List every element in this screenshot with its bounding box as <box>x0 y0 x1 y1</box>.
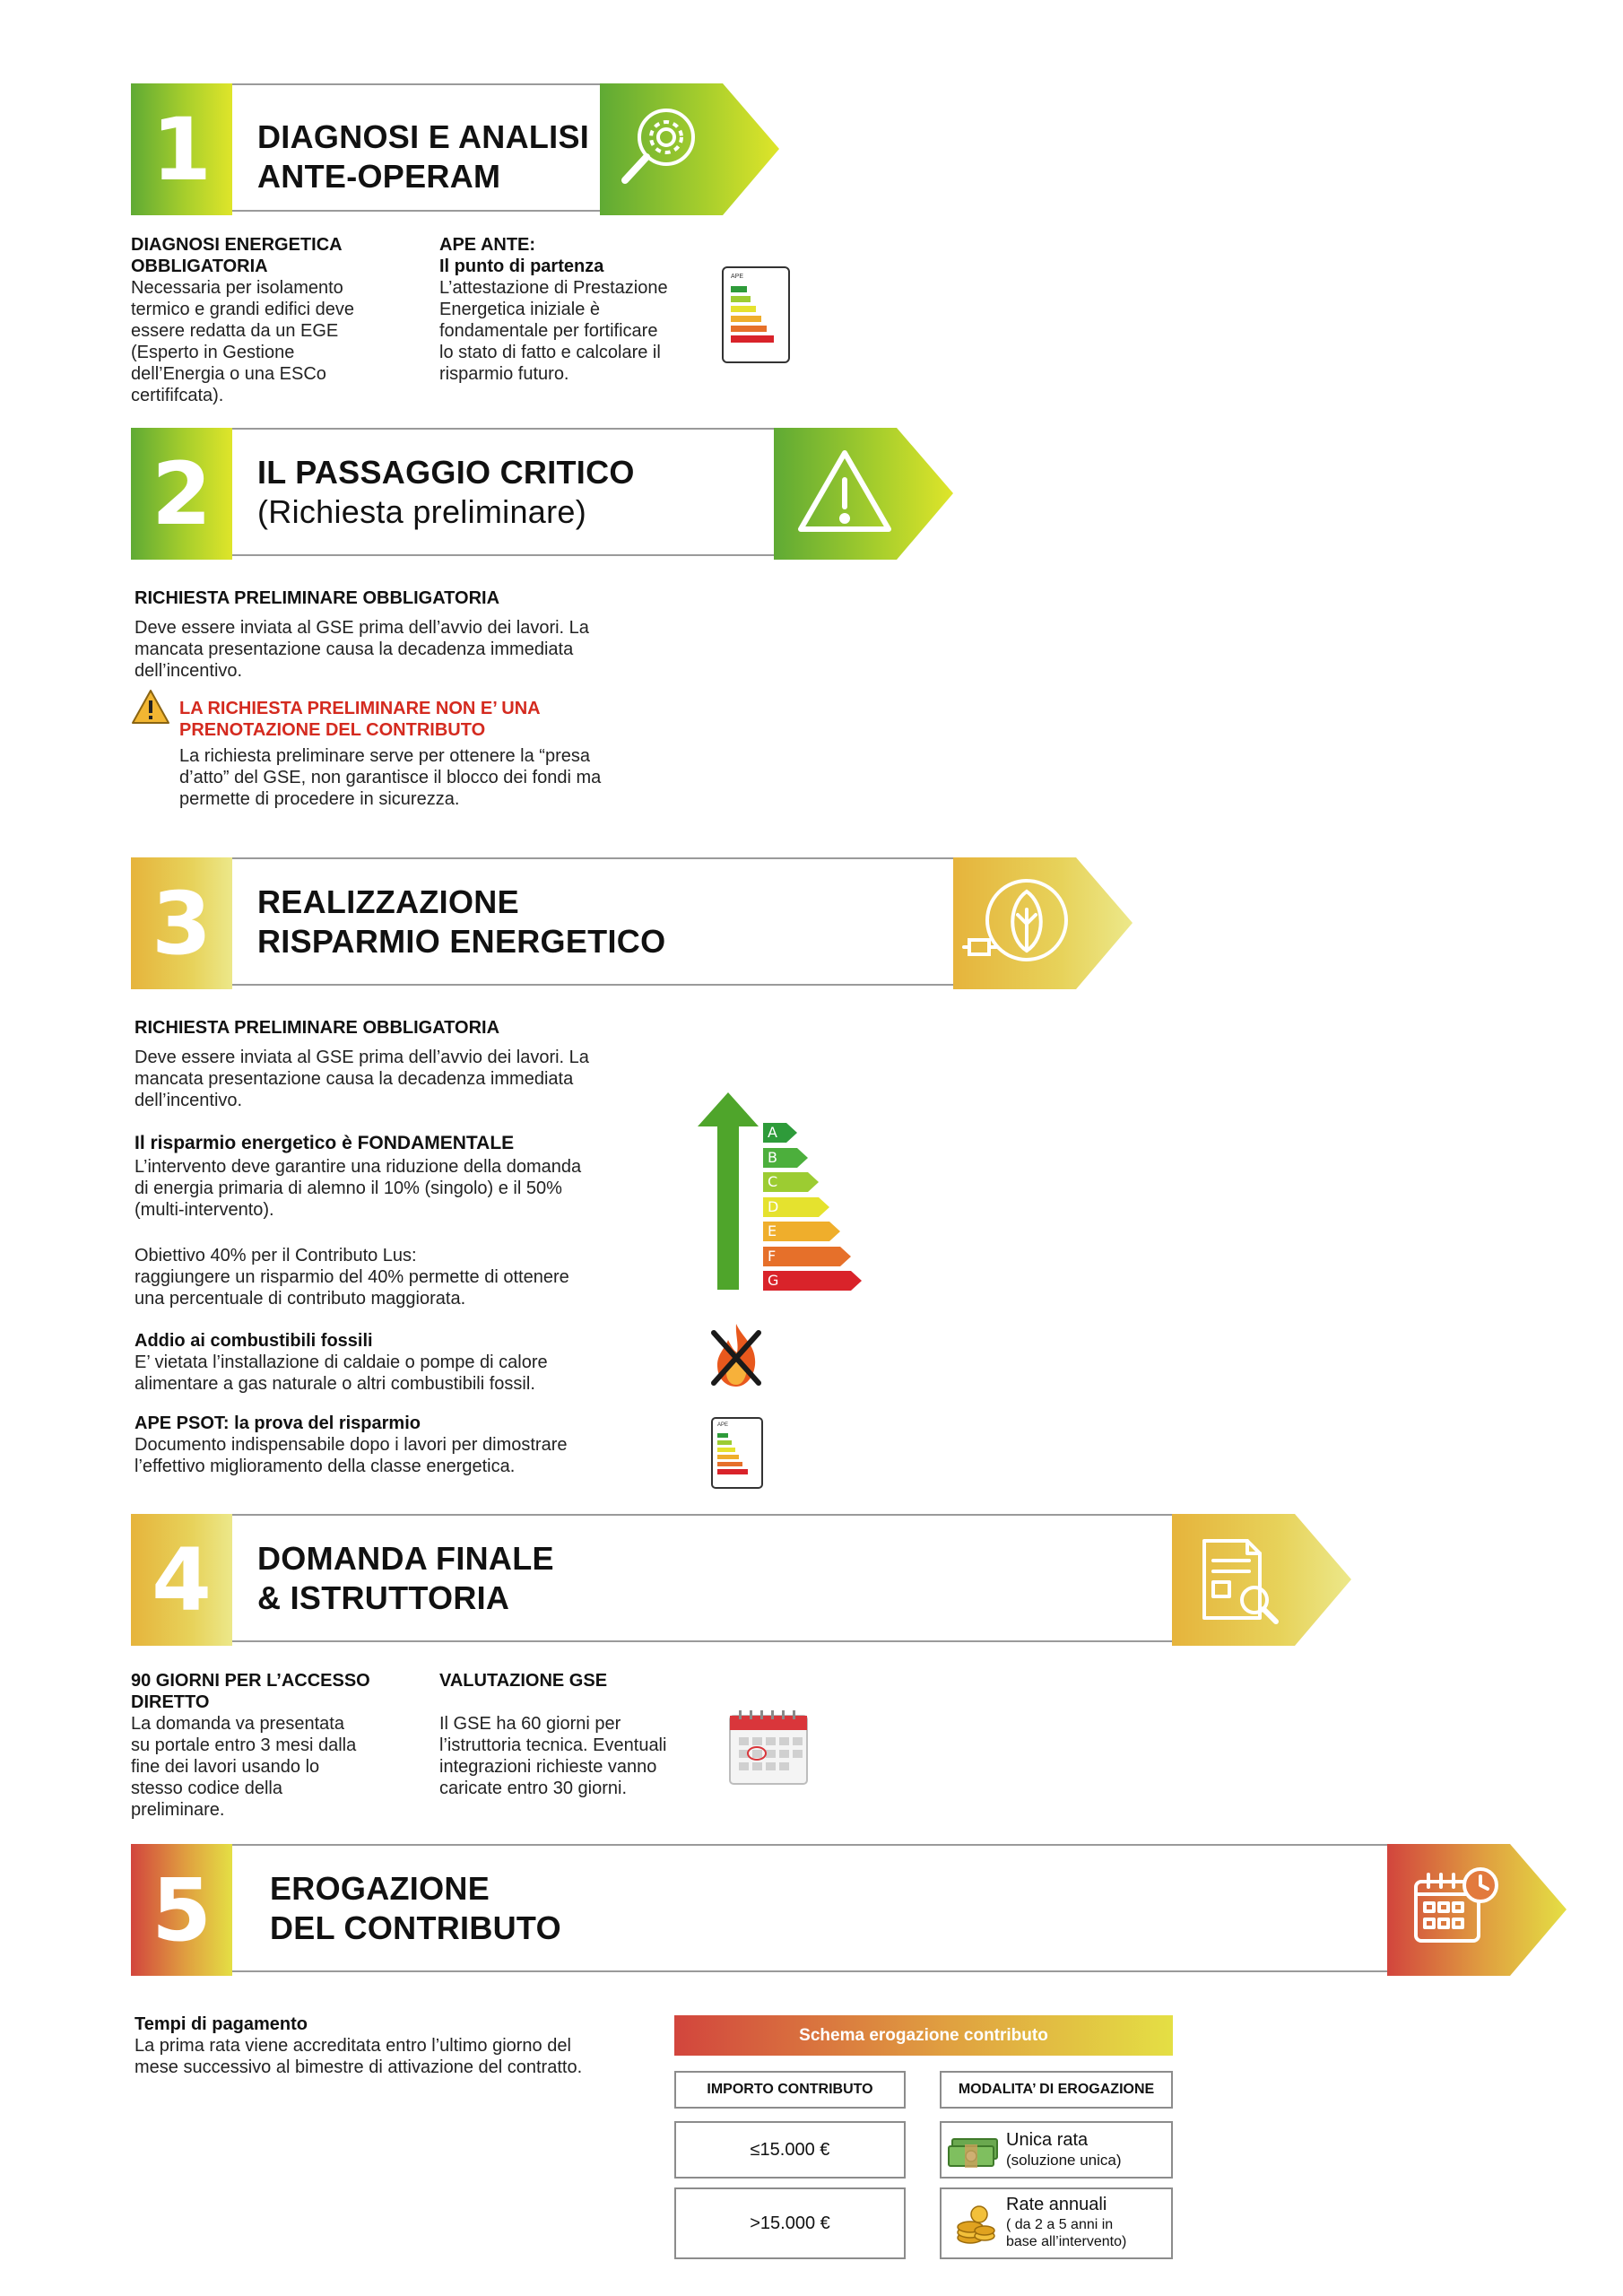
ape-ante-heading: APE ANTE: <box>439 235 536 255</box>
s4-col1-heading: 90 GIORNI PER L’ACCESSO DIRETTO <box>131 1671 370 1712</box>
energy-class-label: F <box>768 1247 777 1265</box>
s5-heading: Tempi di pagamento <box>135 2014 308 2034</box>
s3-heading: RICHIESTA PRELIMINARE OBBLIGATORIA <box>135 1018 500 1038</box>
s4-col1-body: La domanda va presentata su portale entro 3 mesi dalla fine dei lavori usando lo stesso codice della preliminare. <box>131 1714 357 1820</box>
s4-col2-body: Il GSE ha 60 giorni per l’istruttoria tecnica. Eventuali integrazioni richieste vanno caricate entro 30 giorni. <box>439 1714 667 1798</box>
s3-fossil-body: E’ vietata l’installazione di caldaie o pompe di calore alimentare a gas naturale o altri combustibili fossil. <box>135 1352 548 1394</box>
step-title-card-1 <box>232 83 602 212</box>
step-number-3: 3 <box>131 857 232 989</box>
s5-body: La prima rata viene accreditata entro l’ultimo giorno del mese successivo al bimestre di attivazione del contratto. <box>135 2036 583 2077</box>
energy-class-label: C <box>768 1173 778 1190</box>
step-title-5: EROGAZIONE DEL CONTRIBUTO <box>270 1870 561 1946</box>
energy-class-label: G <box>768 1272 779 1289</box>
banknotes-icon <box>947 2137 1001 2168</box>
energy-class-label: D <box>768 1197 779 1215</box>
step-number-5: 5 <box>131 1844 232 1976</box>
energy-class-e <box>763 1222 840 1241</box>
step-arrow-3 <box>953 857 1133 989</box>
energy-class-label: B <box>768 1148 777 1166</box>
warning-icon <box>131 689 170 725</box>
step-title-4: DOMANDA FINALE & ISTRUTTORIA <box>257 1540 554 1616</box>
payment-row2-mode: Rate annuali ( da 2 a 5 anni in base all’intervento) <box>940 2187 1173 2259</box>
s3-body: Deve essere inviata al GSE prima dell’avvio dei lavori. La mancata presentazione causa la decadenza immediata dell’incentivo. <box>135 1048 589 1110</box>
step-title-3: REALIZZAZIONE RISPARMIO ENERGETICO <box>257 883 666 960</box>
step-arrow-2 <box>774 428 953 560</box>
s2-warning-heading: LA RICHIESTA PRELIMINARE NON E’ UNA PRENOTAZIONE DEL CONTRIBUTO <box>179 699 541 740</box>
no-fossil-fire-icon <box>708 1320 764 1390</box>
energy-class-g <box>763 1271 862 1291</box>
diagnosi-body: Necessaria per isolamento termico e grandi edifici deve essere redatta da un EGE (Esperto in Gestione dell’Energia o una ESCo certififcata). <box>131 278 355 405</box>
s2-body: Deve essere inviata al GSE prima dell’avvio dei lavori. La mancata presentazione causa la decadenza immediata dell’incentivo. <box>135 618 589 681</box>
s2-heading: RICHIESTA PRELIMINARE OBBLIGATORIA <box>135 588 500 608</box>
step-title-card-2 <box>232 428 776 556</box>
ape-ante-body: L’attestazione di Prestazione Energetica iniziale è fondamentale per fortificare lo stato di fatto e calcolare il risparmio futuro. <box>439 278 668 384</box>
ape-document-icon: APE <box>722 266 790 363</box>
s3-apepost-body: Documento indispensabile dopo i lavori per dimostrare l’effettivo miglioramento della classe energetica. <box>135 1435 568 1476</box>
energy-class-d <box>763 1197 829 1217</box>
improvement-arrow-icon <box>698 1092 759 1290</box>
coins-icon <box>954 2204 997 2247</box>
step-arrow-1 <box>600 83 779 215</box>
step-title-1: DIAGNOSI E ANALISI ANTE-OPERAM <box>257 118 590 195</box>
calendar-icon <box>728 1709 809 1786</box>
ape-ante-subheading: Il punto di partenza <box>439 257 604 276</box>
step-number-4: 4 <box>131 1514 232 1646</box>
payment-row1-mode: Unica rata (soluzione unica) <box>940 2121 1173 2179</box>
payment-table-header-mode: MODALITA’ DI EROGAZIONE <box>940 2071 1173 2109</box>
diagnosi-heading: DIAGNOSI ENERGETICA OBBLIGATORIA <box>131 235 343 276</box>
step-title-2: IL PASSAGGIO CRITICO (Richiesta preliminare) <box>257 454 635 530</box>
payment-row2-amount: >15.000 € <box>674 2187 906 2259</box>
energy-class-c <box>763 1172 819 1192</box>
step-arrow-5 <box>1387 1844 1567 1976</box>
payment-table-header-amount: IMPORTO CONTRIBUTO <box>674 2071 906 2109</box>
step-title-card-4 <box>232 1514 1174 1642</box>
ape-post-document-icon: APE <box>711 1417 763 1489</box>
step-title-card-3 <box>232 857 955 986</box>
s3-goal-body: Obiettivo 40% per il Contributo Lus: raggiungere un risparmio del 40% permette di ottenere una percentuale di contributo maggiorata. <box>135 1246 569 1309</box>
payment-row1-amount: ≤15.000 € <box>674 2121 906 2179</box>
step-number-2: 2 <box>131 428 232 560</box>
payment-table-title: Schema erogazione contributo <box>674 2015 1173 2056</box>
energy-class-f <box>763 1247 851 1266</box>
s4-col2-heading: VALUTAZIONE GSE <box>439 1671 608 1691</box>
s3-saving-heading: Il risparmio energetico è FONDAMENTALE <box>135 1133 515 1153</box>
energy-class-a <box>763 1123 797 1143</box>
energy-class-b <box>763 1148 808 1168</box>
energy-class-label: A <box>768 1124 777 1141</box>
energy-class-label: E <box>768 1222 777 1239</box>
s3-apepost-heading: APE PSOT: la prova del risparmio <box>135 1413 421 1433</box>
step-number-1: 1 <box>131 83 232 215</box>
step-arrow-4 <box>1172 1514 1351 1646</box>
s2-warning-body: La richiesta preliminare serve per ottenere la “presa d’atto” del GSE, non garantisce il blocco dei fondi ma permette di procedere in sicurezza. <box>179 746 602 809</box>
s3-fossil-heading: Addio ai combustibili fossili <box>135 1331 373 1351</box>
step-title-card-5 <box>232 1844 1389 1972</box>
s3-saving-body: L’intervento deve garantire una riduzione della domanda di energia primaria di alemno il 10% (singolo) e il 50% (multi-intervento). <box>135 1157 582 1220</box>
